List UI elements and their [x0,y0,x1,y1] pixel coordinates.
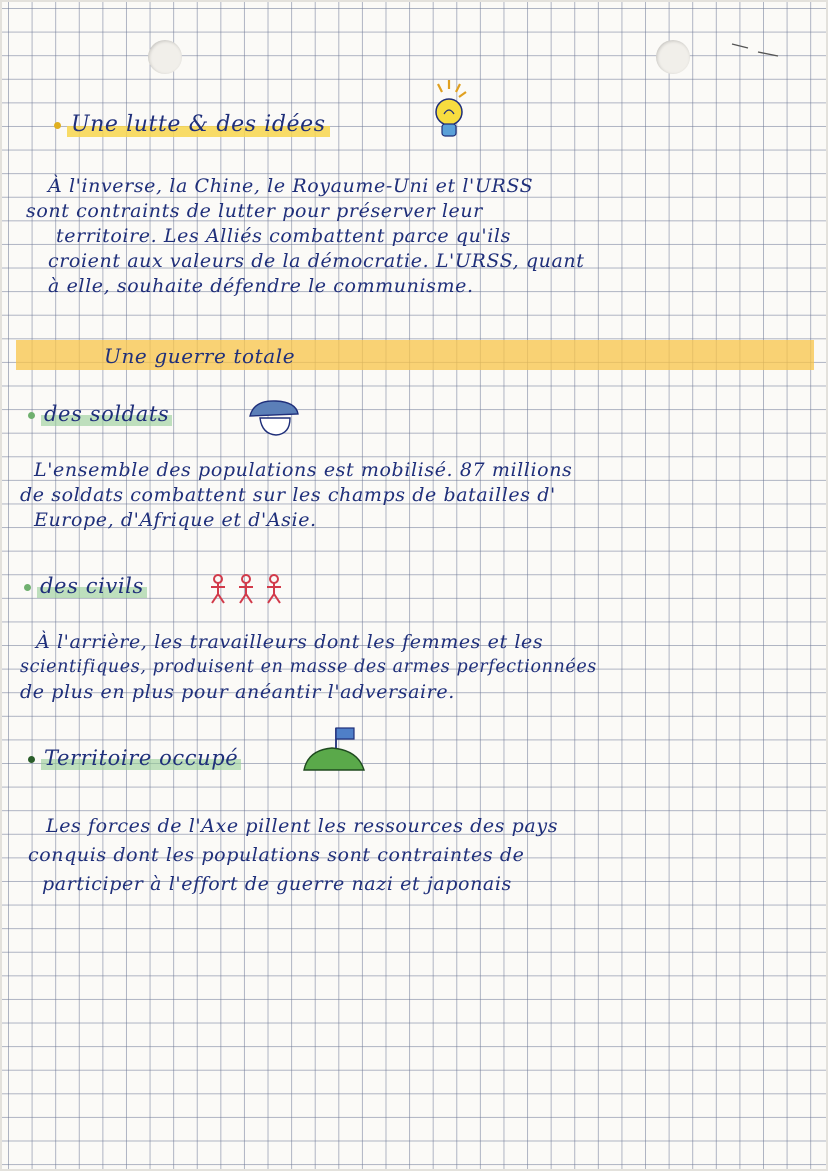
lightbulb-icon [424,78,474,148]
heading-soldats-text: des soldats [41,402,172,426]
heading-civils [24,574,147,598]
people-icon [206,572,296,606]
bullet-icon [28,412,35,419]
bullet-icon [28,756,35,763]
paragraph-line: territoire. Les Alliés combattent parce qu'ils [56,225,511,247]
heading-civils-text: des civils [37,574,147,598]
paragraph-line: sont contraints de lutter pour préserver leur [26,200,483,222]
bullet-icon [24,584,31,591]
paragraph-line: participer à l'effort de guerre nazi et japonais [42,873,512,895]
paragraph-line: de soldats combattent sur les champs de batailles d' [20,484,556,506]
helmet-icon [246,396,302,440]
paragraph-line: à elle, souhaite défendre le communisme. [48,275,474,297]
heading-territoire [28,746,241,770]
paragraph-line: scientifiques, produisent en masse des armes perfectionnées [20,657,597,677]
heading-idees-text: Une lutte & des idées [67,112,330,137]
paragraph-line: À l'inverse, la Chine, le Royaume-Uni et l'URSS [48,175,534,197]
paragraph-line: conquis dont les populations sont contraintes de [28,844,525,866]
heading-guerre-totale: Une guerre totale [104,344,296,368]
heading-soldats [28,402,172,426]
pen-mark-icon [730,34,790,64]
paragraph-line: croient aux valeurs de la démocratie. L'URSS, quant [48,250,585,272]
flag-hill-icon [300,724,370,774]
paragraph-line: Les forces de l'Axe pillent les ressources des pays [46,815,559,837]
bullet-icon [54,122,61,129]
paragraph-line: À l'arrière, les travailleurs dont les femmes et les [36,631,544,653]
heading-idees [54,112,330,137]
punch-hole-right [656,40,690,74]
paragraph-line: Europe, d'Afrique et d'Asie. [34,509,317,531]
paragraph-line: L'ensemble des populations est mobilisé. 87 millions [34,459,573,481]
paragraph-line: de plus en plus pour anéantir l'adversaire. [20,681,455,703]
punch-hole-left [148,40,182,74]
heading-territoire-text: Territoire occupé [41,746,241,770]
